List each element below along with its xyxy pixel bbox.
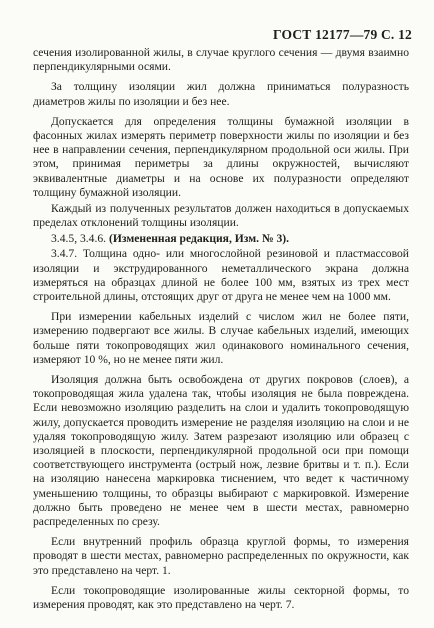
paragraph: Допускается для определения толщины бумажной изоляции в фасонных жилах измерять периметр поверхности жилы по изоляции и без нее в направлении сечения, перпендикулярном продольной оси жилы. При этом, принимая периметры за длины окружностей, вычисляют эквивалентные диаметры и на основе их полуразности определяют толщину бумажной изоляции.	[33, 114, 409, 199]
paragraph: 3.4.7. Толщина одно- или многослойной резиновой и пластмассовой изоляции и экструдированного неметаллического экрана должна измеряться на образцах длиной не более 100 мм, взятых из трех мест строительной длины, отстоящих друг от друга не менее чем на 1000 мм.	[33, 247, 409, 304]
paragraph: При измерении кабельных изделий с числом жил не более пяти, измерению подвергают все жилы. В случае кабельных изделий, имеющих больше пяти токопроводящих жил одинакового номинального сечения, измеряют 10 %, но не менее пяти жил.	[33, 310, 409, 366]
amendment-note	[33, 232, 409, 246]
paragraph: Если токопроводящие изолированные жилы секторной формы, то измерения проводят, как это представлено на черт. 7.	[33, 583, 409, 612]
paragraph: Если внутренний профиль образца круглой формы, то измерения проводят в шести местах, равномерно распределенных по окружности, как это представлено на черт. 1.	[33, 535, 409, 577]
paragraph: Изоляция должна быть освобождена от других покровов (слоев), а токопроводящая жила удалена так, чтобы изоляция не была повреждена. Если невозможно изоляцию разделить на слои и удалить токопроводящую жилу, допускается проводить измерение не разделяя изоляцию на слои и не удаляя токопроводящую жилу. Затем разрезают изоляцию или образец с изоляцией в плоскости, перпендикулярной продольной оси при помощи соответствующего инструмента (острый нож, лезвие бритвы и т. п.). Если на изоляцию нанесена маркировка тиснением, что ведет к частичному уменьшению толщины, то образцы выбирают с маркировкой. Измерение должно быть проведено не менее чем в шести местах, равномерно распределенных по срезу.	[33, 373, 409, 529]
clause-number: 3.4.5, 3.4.6.	[51, 231, 109, 245]
paragraph: За толщину изоляции жил должна приниматься полуразность диаметров жилы по изоляции и без нее.	[33, 80, 409, 108]
amendment-text: (Измененная редакция, Изм. № 3).	[108, 231, 290, 245]
page-header: ГОСТ 12177—79 С. 12	[273, 27, 412, 42]
document-body	[33, 46, 409, 614]
paragraph: сечения изолированной жилы, в случае круглого сечения — двумя взаимно перпендикулярными осями.	[33, 46, 409, 74]
paragraph: Каждый из полученных результатов должен находиться в допускаемых пределах отклонений толщины изоляции.	[33, 201, 409, 229]
